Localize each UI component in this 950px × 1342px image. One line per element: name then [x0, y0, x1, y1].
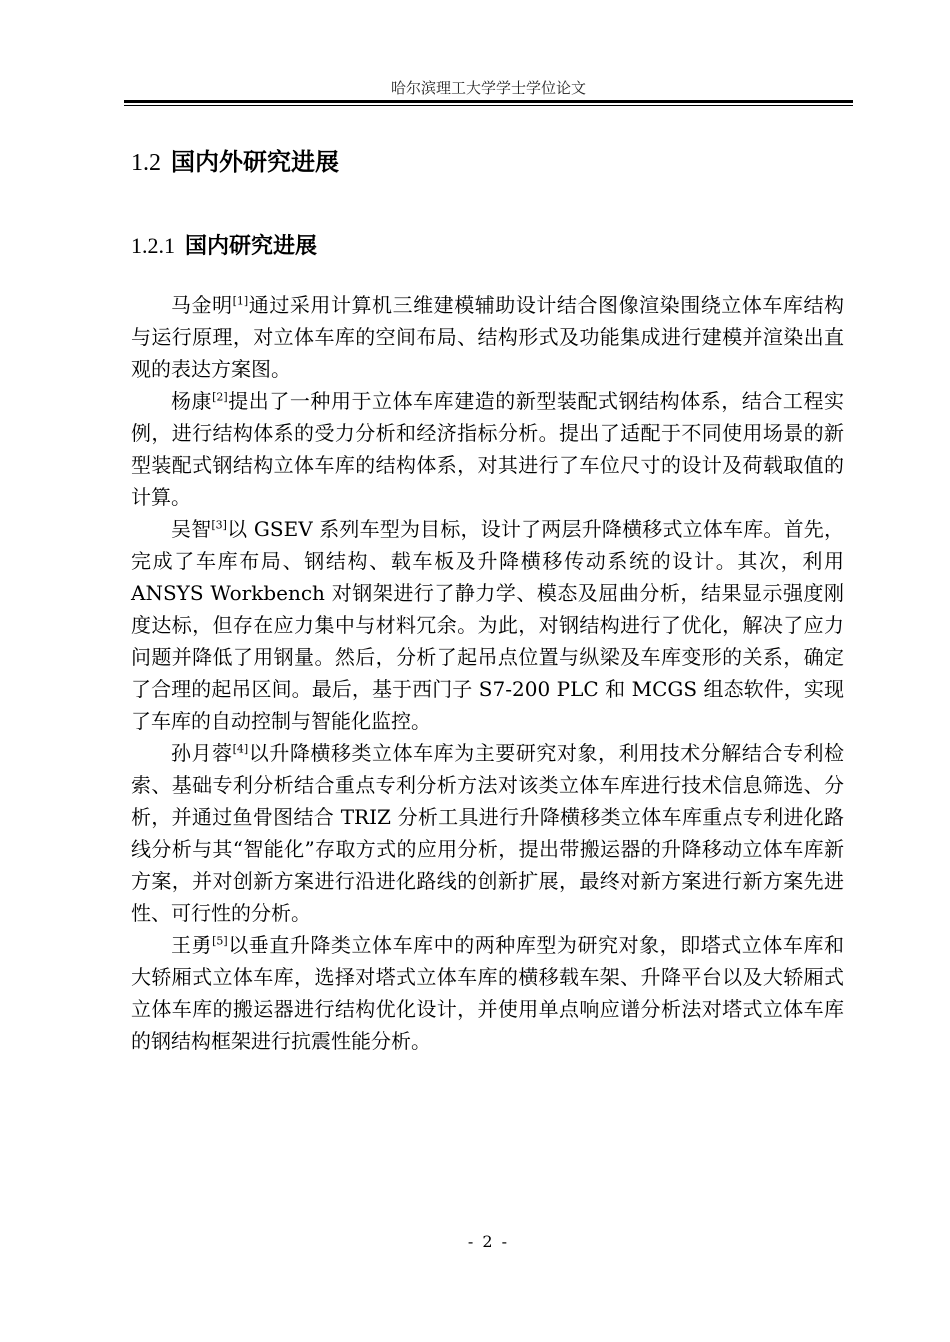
paragraph-text: 通过采用计算机三维建模辅助设计结合图像渲染围绕立体车库结构与运行原理，对立体车库的空间布局、结构形式及功能集成进行建模并渲染出直观的表达方案图。 — [131, 293, 845, 381]
paragraph-wu-zhi — [131, 513, 844, 737]
paragraph-author: 孙月蓉 — [171, 741, 233, 765]
paragraph-author: 杨康 — [171, 389, 213, 413]
header-rule-thin — [124, 105, 853, 106]
citation-ref[interactable]: [3] — [211, 518, 227, 532]
page-number: - 2 - — [467, 1232, 510, 1251]
subsection-heading — [131, 229, 317, 264]
paragraph-sun-yuerong — [131, 737, 844, 929]
citation-ref[interactable]: [1] — [232, 294, 249, 308]
paragraph-text: 以升降横移类立体车库为主要研究对象，利用技术分解结合专利检索、基础专利分析结合重点专利分析方法对该类立体车库进行技术信息筛选、分析，并通过鱼骨图结合 TRIZ 分析工具进行升降横移类立体车库重点专利进化路线分析与其“智能化”存取方式的应用分析，提出带搬运器的升降移动立体车库新方案，并对创新方案进行沿进化路线的创新扩展，最终对新方案进行新方案先进性、可行性的分析。 — [131, 741, 845, 925]
paragraph-text: 提出了一种用于立体车库建造的新型装配式钢结构体系，结合工程实例，进行结构体系的受力分析和经济指标分析。提出了适配于不同使用场景的新型装配式钢结构立体车库的结构体系，对其进行了车位尺寸的设计及荷载取值的计算。 — [131, 389, 845, 509]
paragraph-text: 以 GSEV 系列车型为目标，设计了两层升降横移式立体车库。首先，完成了车库布局、钢结构、载车板及升降横移传动系统的设计。其次，利用 ANSYS Workbench 对钢架进行了静力学、模态及屈曲分析，结果显示强度刚度达标，但存在应力集中与材料冗余。为此，对钢结构进行了优化，解决了应力问题并降低了用钢量。然后，分析了起吊点位置与纵梁及车库变形的关系，确定了合理的起吊区间。最后，基于西门子 S7-200 PLC 和 MCGS 组态软件，实现了车库的自动控制与智能化监控。 — [131, 517, 845, 733]
paragraph-author: 吴智 — [171, 517, 212, 541]
citation-ref[interactable]: [4] — [232, 742, 249, 756]
citation-ref[interactable]: [2] — [212, 390, 228, 404]
header-rule — [124, 100, 853, 107]
paragraph-ma-jinming — [131, 289, 844, 385]
body-text — [131, 289, 844, 1057]
paragraph-author: 马金明 — [171, 293, 233, 317]
section-title: 国内外研究进展 — [171, 148, 339, 176]
citation-ref[interactable]: [5] — [212, 934, 228, 948]
running-header: 哈尔滨理工大学学士学位论文 — [390, 79, 586, 97]
paragraph-yang-kang — [131, 385, 844, 513]
paragraph-wang-yong — [131, 929, 844, 1057]
header-rule-thick — [124, 100, 853, 103]
subsection-number: 1.2.1 — [131, 233, 175, 258]
paragraph-author: 王勇 — [171, 933, 213, 957]
subsection-title: 国内研究进展 — [185, 234, 318, 259]
paragraph-text: 以垂直升降类立体车库中的两种库型为研究对象，即塔式立体车库和大轿厢式立体车库，选择对塔式立体车库的横移载车架、升降平台以及大轿厢式立体车库的搬运器进行结构优化设计，并使用单点响应谱分析法对塔式立体车库的钢结构框架进行抗震性能分析。 — [131, 933, 845, 1053]
section-heading — [131, 144, 339, 181]
section-number: 1.2 — [131, 150, 161, 176]
